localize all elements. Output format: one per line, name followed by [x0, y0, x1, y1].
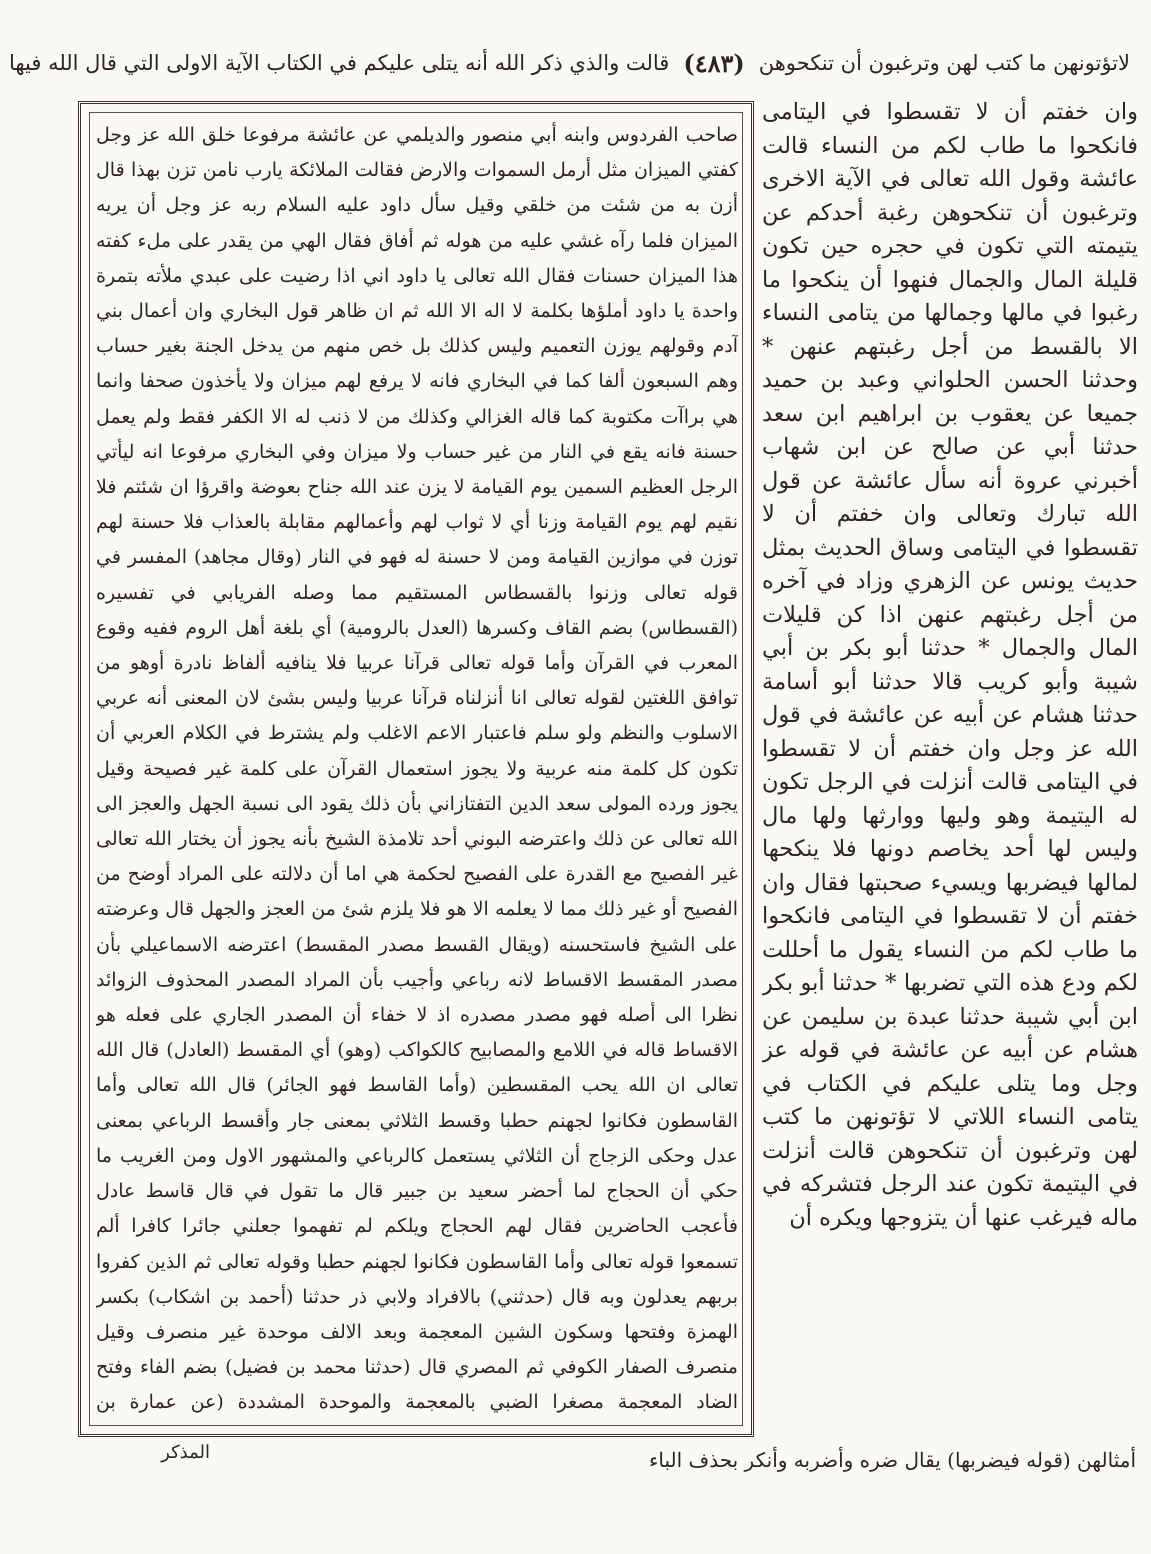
commentary-text-block	[96, 118, 738, 1418]
hadith-side-column	[762, 96, 1138, 1446]
side-paragraph: وان خفتم أن لا تقسطوا في اليتامى فانكحوا ما طاب لكم من النساء قالت عائشة وقول الله تعالى في الآية الاخرى وترغبون أن تنكحوهن رغبة أحدكم عن يتيمته التي تكون في حجره حين تكون قليلة المال والجمال فنهوا أن ينكحوا ما رغبوا في مالها وجمالها من يتامى النساء الا بالقسط من أجل رغبتهم عنهن * وحدثنا الحسن الحلواني وعبد بن حميد جميعا عن يعقوب بن ابراهيم ابن سعد حدثنا أبي عن صالح عن ابن شهاب أخبرني عروة أنه سأل عائشة عن قول الله تبارك وتعالى وان خفتم أن لا تقسطوا في اليتامى وساق الحديث بمثل حديث يونس عن الزهري وزاد في آخره من أجل رغبتهم عنهن اذا كن قليلات المال والجمال * حدثنا أبو بكر بن أبي شيبة وأبو كريب قالا حدثنا أبو أسامة حدثنا هشام عن أبيه عن عائشة في قول الله عز وجل وان خفتم أن لا تقسطوا في اليتامى قالت أنزلت في الرجل تكون له اليتيمة وهو وليها ووارثها ولها مال وليس لها أحد يخاصم دونها فلا ينكحها لمالها فيضربها ويسيء صحبتها فقال وان خفتم أن لا تقسطوا في اليتامى فانكحوا ما طاب لكم من النساء يقول ما أحللت لكم ودع هذه التي تضربها * حدثنا أبو بكر ابن أبي شيبة حدثنا عبدة بن سليمن عن هشام عن أبيه عن عائشة في قوله عز وجل وما يتلى عليكم في الكتاب في يتامى النساء اللاتي لا تؤتونهن ما كتب لهن وترغبون أن تنكحوهن قالت أنزلت في اليتيمة تكون عند الرجل فتشركه في ماله فيرغب عنها أن يتزوجها ويكره أن	[762, 99, 1138, 1231]
header-running-text-left: قالت والذي ذكر الله أنه يتلى عليكم في الكتاب الآية الاولى التي قال الله فيها	[8, 51, 670, 75]
catchword-left: المذكر	[161, 1442, 210, 1463]
page-header	[8, 40, 1130, 86]
header-running-text-right: لاتؤتونهن ما كتب لهن وترغبون أن تنكحوهن	[758, 51, 1130, 75]
commentary-paragraph: صاحب الفردوس وابنه أبي منصور والديلمي عن عائشة مرفوعا خلق الله عز وجل كفتي الميزان مثل أرمل السموات والارض فقالت الملائكة يارب نامن تزن بهذا قال أزن به من شئت من خلقي وقيل سأل داود عليه السلام ربه عز وجل أن يريه الميزان فلما رآه غشي عليه من هوله ثم أفاق فقال الهي من يقدر على ملء كفته هذا الميزان حسنات فقال الله تعالى يا داود اني اذا رضيت على عبدي ملأته بتمرة واحدة يا داود أملؤها بكلمة لا اله الا الله ثم ان ظاهر قول البخاري وان أعمال بني آدم وقولهم يوزن التعميم وليس كذلك بل خص منهم من يدخل الجنة بغير حساب وهم السبعون ألفا كما في البخاري فانه لا يرفع لهم ميزان ولا يأخذون صحفا وانما هي براآت مكتوبة كما قاله الغزالي وكذلك من لا ذنب له الا الكفر فقط ولم يعمل حسنة فانه يقع في النار من غير حساب ولا ميزان وفي البخاري مرفوعا انه ليأتي الرجل العظيم السمين يوم القيامة لا يزن عند الله جناح بعوضة واقرؤا ان شئتم فلا نقيم لهم يوم القيامة وزنا أي لا ثواب لهم وأعمالهم مقابلة بالعذاب فلا حسنة لهم توزن في موازين القيامة ومن لا حسنة له فهو في النار (وقال مجاهد) المفسر في قوله تعالى وزنوا بالقسطاس المستقيم مما وصله الفريابي في تفسيره (القسطاس) بضم القاف وكسرها (العدل بالرومية) أي بلغة أهل الروم ففيه وقوع المعرب في القرآن وأما قوله تعالى قرآنا عربيا فلا ينافيه ألفاظ نادرة أوهو من توافق اللغتين لقوله تعالى انا أنزلناه قرآنا عربيا وليس بشئ لان المعنى أنه عربي الاسلوب والنظم ولو سلم فاعتبار الاعم الاغلب ولم يشترط في الكلام العربي أن تكون كل كلمة منه عربية ولا يجوز استعمال القرآن على كلمة غير فصيحة وقيل يجوز ورده المولى سعد الدين التفتازاني بأن ذلك يقود الى نسبة الجهل والعجز الى الله تعالى عن ذلك واعترضه البوني أحد تلامذة الشيخ بأنه يجوز أن يختار الله تعالى غير الفصيح مع القدرة على الفصيح لحكمة هي اما أن دلالته على المراد أوضح من الفصيح أو غير ذلك مما لا يعلمه الا هو فلا يلزم شئ من العجز والجهل قال وعرضته على الشيخ فاستحسنه (ويقال القسط مصدر المقسط) اعترضه الاسماعيلي بأن مصدر المقسط الاقساط لانه رباعي وأجيب بأن المراد المصدر المحذوف الزوائد نظرا الى أصله فهو مصدر مصدره اذ لا خفاء أن المصدر الجاري على فعله هو الاقساط قاله في اللامع والمصابيح كالكواكب (وهو) أي المقسط (العادل) قال الله تعالى ان الله يحب المقسطين (وأما القاسط فهو الجائر) قال الله تعالى وأما القاسطون فكانوا لجهنم حطبا وقسط الثلاثي بمعنى جار وأقسط الرباعي بمعنى عدل وحكى الزجاج أن الثلاثي يستعمل كالرباعي والمشهور الاول ومن الغريب ما حكي أن الحجاج لما أحضر سعيد بن جبير قال ما تقول في قال قاسط عادل فأعجب الحاضرين فقال لهم الحجاج ويلكم لم تفهموا جعلني جائرا كافرا ألم تسمعوا قوله تعالى وأما القاسطون فكانوا لجهنم حطبا وقوله تعالى ثم الذين كفروا بربهم يعدلون وبه قال (حدثني) بالافراد ولابي ذر حدثنا (أحمد بن اشكاب) بكسر الهمزة وفتحها وسكون الشين المعجمة وبعد الالف موحدة غير منصرف وقيل منصرف الصفار الكوفي ثم المصري قال (حدثنا محمد بن فضيل) بضم الفاء وفتح الضاد المعجمة مصغرا الضبي بالمعجمة والموحدة المشددة (عن عمارة بن	[96, 124, 738, 1414]
catchword-right: أمثالهن (قوله فيضربها) يقال ضره وأضربه وأنكر بحذف الباء	[648, 1448, 1136, 1472]
page-number: (٤٨٣)	[683, 48, 745, 78]
